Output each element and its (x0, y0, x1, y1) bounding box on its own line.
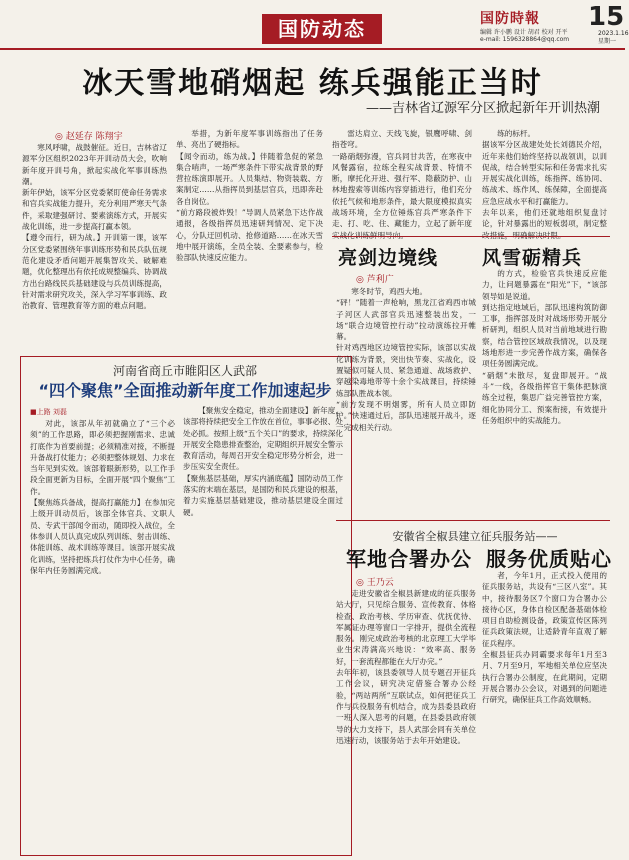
paragraph: 寒冬时节，鸡西大地。 “砰！”随着一声枪响，黑龙江省鸡西市城子河区人武部官兵迅速整装出发，一场“联合边境管控行动”拉动演练拉开帷幕。 针对鸡西地区边境管控实际，该部以实战化训练为背景，突出快节奏、实战化，设置疑似可疑人员、紧急通道、战场救护、穿越染毒地带等十余个实战课目，持续锤炼部队胜战本领。 “前方发现不明烟雾，所有人员立即防护。”快速通过后，部队迅速展开战斗，逐一完成相关行动。 (336, 287, 476, 432)
main-byline (55, 129, 123, 142)
left-box-col-2 (183, 405, 343, 848)
right-top-byline (356, 272, 394, 285)
paragraph: 走进安徽省全椒县新建成的征兵服务站大厅，只见综合服务、宣传教育、体格检查、政治考核、学历审查、优抚优待、军属证办理等窗口一字排开，提供全流程服务。刚完成政治考核的北京理工大学毕业生宋涛满高兴地说：“效率高、服务好，一套流程都能在大厅办完。” 去年年初，该县委领导人员专题召开征兵工作会议，研究决定借鉴合署办公经验，“两站两所”互联试点，如何把征兵工作与兵役服务有机结合，成为县委县政府一班人深入思考的问题，在县委县政府领导的大力支持下，县人武部会同有关单位迅速行动，该服务站于去年开始建设。 (336, 589, 476, 745)
page-number: 15 (588, 2, 625, 32)
right-bottom-headline-a: 军地合署办公 (346, 547, 472, 571)
main-subheadline: ——吉林省辽源军分区掀起新年开训热潮 (365, 101, 600, 116)
right-bottom-col-2 (482, 570, 607, 854)
issue-weekday: 星期一 (598, 38, 617, 45)
paragraph: 的方式，检验官兵快速反应能力，让问题暴露在“阳光”下，“该部领导如是说道。 到达指定地域后，部队迅速构筑防御工事，指挥部及时对战场形势开展分析研判，组织人员对当前地域进行勘察，结合管控区域敌我情况，以及现场地形进一步完善作战方案，确保各项任务圆满完成。 “硝烟”未散尽，复盘即展开。“战斗”一线，各级指挥官干集体把脉演练全过程，集思广益完善管控方案，细化协同分工、预案衔接，有效提升任务组织中的实战能力。 (482, 269, 607, 425)
right-bottom-author: 王乃云 (366, 578, 394, 588)
divider (332, 236, 610, 237)
author-icon: ◎ (356, 578, 367, 588)
main-col-4 (482, 128, 607, 233)
right-top-author: 芦利广 (366, 275, 394, 285)
divider (336, 520, 610, 521)
left-box-headline: “四个聚焦”全面推动新年度工作加速起步 (38, 381, 332, 400)
paragraph: 【聚焦安全稳定，推动全面建设】新年度，该部将持续把安全工作放在首位，事事必报、处处必抓。按照上级“五个关口”的要求，持续深化开展安全隐患排查整治，定期组织开展安全警示教育活动，每周召开安全稳定形势分析会，进一步压实安全责任。 【聚焦基层基础，厚实内涵底蕴】国防动员工作落实的末端在基层，是国防和民兵建设的根基，着力实施基层基础建设，推动基层建设全面过硬。 (183, 406, 343, 517)
main-author: 赵延存 陈翔宇 (65, 132, 123, 142)
paragraph: 雷达肩立、天线飞旋，银鹰呼啸、剑指苍穹。 一路硝烟弥漫，官兵同甘共苦，在寒夜中风餐露宿，拉练全程实战背景、特情不断，摩托化开进、强行军、隐蔽防护、山林地搜索等训练内容穿插进行，他们充分依托气候和地形条件，最大限度模拟真实战场环境，全方位锤炼官兵严寒条件下走、打、吃、住、藏能力，立起了新年度 (332, 129, 472, 229)
main-col-3 (332, 128, 472, 233)
right-top-headline-b: 风雪砺精兵 (482, 247, 583, 269)
left-box-kicker: 河南省商丘市睢阳区人武部 (112, 364, 257, 378)
right-bottom-col-1 (336, 588, 476, 854)
section-tag: 国防动态 (262, 14, 382, 44)
paragraph: 者，今年1月，正式投入使用的征兵服务站，共设有“三区八室”。其中，接待服务区7个窗口为合署办公接待心区，身体自检区配备基础体检项目自助检测设备，政策宣传区陈列征兵政策法规，让适龄青年直观了解征兵程序。 全椒县征兵办同霸要求每年1月至3月、7月至9月，军地相关单位应坚决执行合署办公制度，在此期间，定期开展合署办公会议，对遇到的问题进行研究，确保征兵工作高效顺畅。 (482, 571, 607, 705)
author-icon: ◎ (55, 132, 66, 142)
newspaper-logo: 国防時報 (480, 11, 540, 27)
editor-line: 编辑 许小鹏 设计 胡君 校对 开平 (480, 29, 568, 36)
paragraph: 对此，该部从年初就确立了“三个必须”的工作思路，即必须把握刚需求、忠诚打底作为首要前提；必须精准对接，不断提升备战打仗能力；必须把整体规划、力求在当年见到实效。该部着眼新形势，以工作手段全面更新为目标，全面开展“四个聚焦”工作。 【聚焦练兵备战，提高打赢能力】在参加完上级开训动员后，该部全体官兵、文职人员、专武干部闻令而动，随即投入战位，全体参训人员认真完成队列训练、射击训练、体能训练、战术训练等课目。该部开展实战化训练，坚持把练兵打仗作为中心任务，确保年内任务圆满完成。 (30, 419, 175, 575)
right-top-col-1 (336, 286, 476, 514)
left-box-col-1 (30, 418, 175, 848)
email-line: e-mail: 1596328864@qq.com (480, 36, 570, 43)
paragraph: 练的标杆。 据该军分区战建处处长刘德民介绍，近年来他们始终坚持以战领训，以训促战，结合转型实际和任务需求扎实开展实战化训练，练指挥、练协同、练战术、练作风、练保障，全面提高应急应战水平和打赢能力。 去年以来，他们还就地组织复盘讨论，针对暴露出的短板弱项，制定整 (482, 129, 607, 229)
header-rule (0, 48, 625, 50)
main-col-2 (176, 128, 323, 380)
right-bottom-headline-b: 服务优质贴心 (486, 547, 612, 571)
issue-date (598, 30, 629, 46)
right-top-col-2 (482, 268, 607, 516)
main-col-1 (22, 142, 167, 354)
issue-date-line: 2023.1.16 (598, 30, 629, 37)
masthead (0, 0, 629, 50)
paragraph: 举措，为新年度军事训练指出了任务单、亮出了硬指标。 【闻令而动，练为战。】伴随着急促的紧急集合哨声，一场严寒条件下带实战背景的野营拉练演即展开。人员集结、物资装载、方案制定……从指挥员到基层官兵，迅即奔赴各自岗位。 “前方路段被炸毁！”导调人员紧急下达作战通报，各级指挥员迅速研判情况、定下决心，分队迂回机动、抢修道路……在冰天雪地中展开演练，全员全装、全要素参与，检验部队快速反应能力。 (176, 129, 323, 263)
author-icon: ◎ (356, 275, 367, 285)
right-bottom-byline (356, 575, 394, 588)
right-bottom-kicker: 安徽省全椒县建立征兵服务站—— (392, 530, 558, 543)
left-box-byline: ■上路 刘磊 (30, 408, 67, 416)
right-top-headline-a: 亮剑边境线 (338, 247, 439, 269)
paragraph: 寒风呼啸，战鼓催征。近日，吉林省辽源军分区组织2023年开训动员大会，吹响新年度开训号角，掀起实战化军事训练热潮。 新年伊始，该军分区党委紧盯使命任务需求和官兵实战能力提升，充分利用严寒天气条件，采取建强研讨、要素演练方式，开展实战化训练，进一步提高打赢本领。 【遵令而行，研为战。】开训第一课，该军分区党委紧围绕年事训练形势和民兵队伍规范化建设矛盾问题开展集智攻关、破解难题，优化整理出有依托成规整编兵、协调战方出台路线民兵基础建设与兵员训练提高，针对需求研究攻关，深入学习军事训练、政治教育、管理教育等方面的难点问题。 (22, 143, 167, 311)
main-headline: 冰天雪地硝烟起 练兵强能正当时 (82, 66, 543, 101)
